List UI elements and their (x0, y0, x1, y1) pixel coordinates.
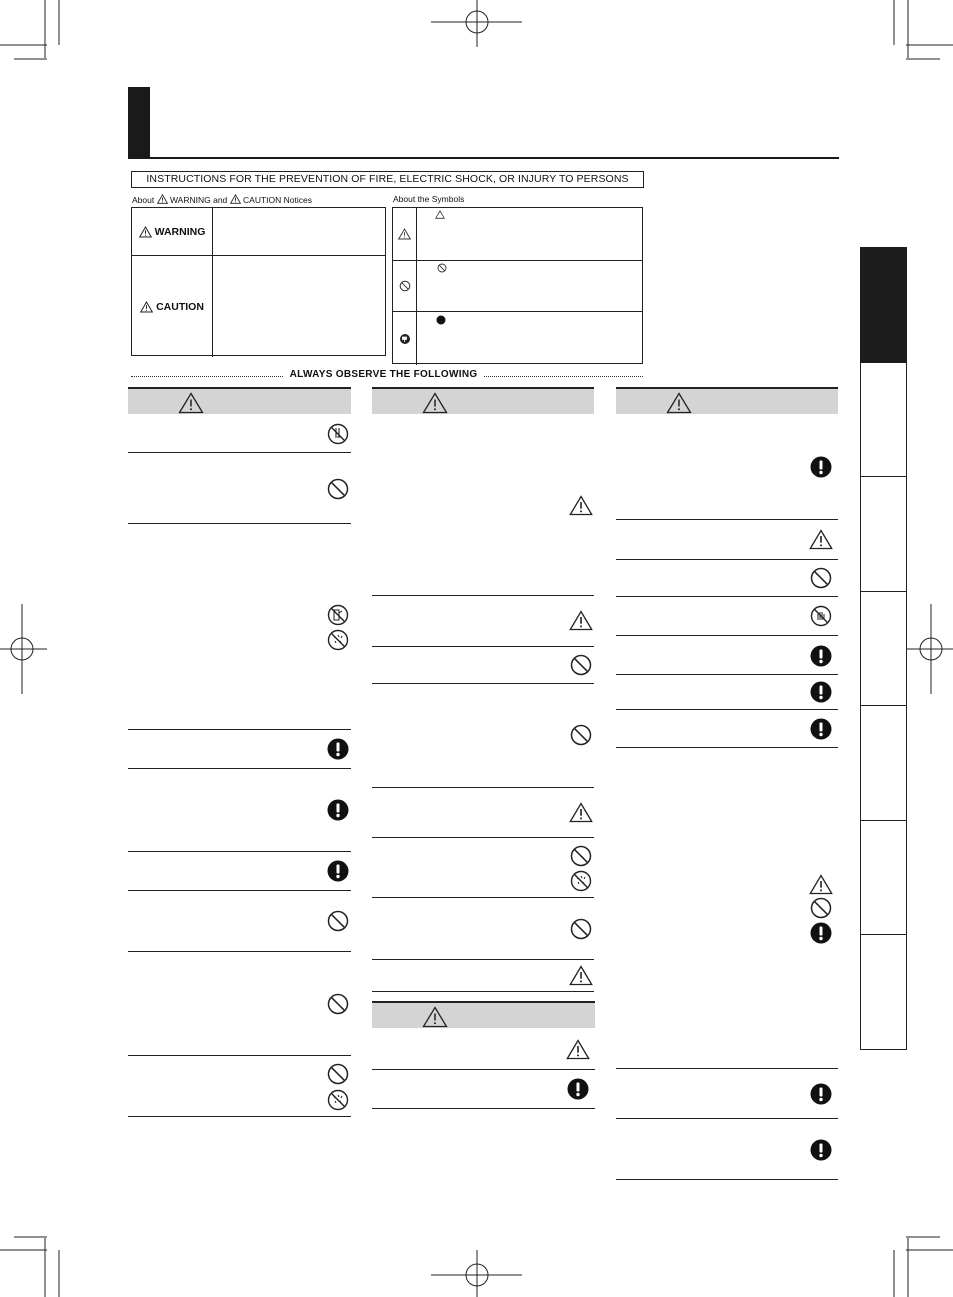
mandatory-action-icon (810, 718, 832, 740)
row-divider (372, 787, 594, 788)
prohibition-icon (810, 897, 832, 919)
prohibition-icon (327, 1063, 349, 1085)
prohibition-icon (570, 654, 592, 676)
do-not-disassemble-icon (327, 423, 349, 445)
prohibition-icon (570, 724, 592, 746)
row-divider (372, 1108, 595, 1109)
row-divider (616, 747, 838, 748)
do-not-modify-icon (327, 604, 349, 626)
column-3-warning-header (616, 387, 838, 414)
warning-triangle-icon (566, 1039, 590, 1060)
row-divider (372, 959, 594, 960)
row-divider (128, 1055, 351, 1056)
mandatory-action-icon (327, 860, 349, 882)
prohibition-icon (327, 993, 349, 1015)
prohibition-icon (810, 567, 832, 589)
tab-divider (860, 476, 907, 477)
warning-triangle-icon (569, 965, 593, 986)
caution-row (132, 256, 385, 357)
tab-divider (860, 934, 907, 935)
section-index-tabs (860, 247, 907, 1050)
safety-banner: INSTRUCTIONS FOR THE PREVENTION OF FIRE, ELECTRIC SHOCK, OR INJURY TO PERSONS (131, 171, 644, 188)
mandatory-action-icon (810, 681, 832, 703)
row-divider (372, 837, 594, 838)
tab-divider (860, 591, 907, 592)
warning-triangle-icon (666, 392, 692, 414)
filled-circle-icon (436, 315, 446, 325)
warning-triangle-icon (157, 194, 168, 204)
column-1-warning-header (128, 387, 351, 414)
do-not-touch-icon (810, 605, 832, 627)
row-divider (128, 768, 351, 769)
prohibition-icon (437, 263, 447, 273)
title-rule (128, 157, 839, 159)
mandatory-action-icon (810, 456, 832, 478)
always-observe-label: ALWAYS OBSERVE THE FOLLOWING (289, 369, 478, 380)
row-divider (616, 1118, 838, 1119)
warning-triangle-icon (398, 228, 411, 240)
row-divider (616, 519, 838, 520)
active-section-tab (860, 247, 907, 363)
row-divider (616, 709, 838, 710)
notices-caption: About WARNING and CAUTION Notices (132, 195, 312, 205)
warning-triangle-icon (569, 495, 593, 516)
no-water-icon (327, 629, 349, 651)
warning-triangle-icon (140, 301, 153, 313)
mandatory-action-icon (810, 1139, 832, 1161)
row-divider (128, 951, 351, 952)
row-divider (616, 1179, 838, 1180)
row-divider (372, 991, 594, 992)
mandatory-action-icon (567, 1078, 589, 1100)
row-divider (372, 897, 594, 898)
warning-row (132, 208, 385, 256)
mandatory-action-icon (810, 645, 832, 667)
prohibition-icon (399, 280, 411, 292)
row-divider (128, 729, 351, 730)
prohibition-icon (327, 478, 349, 500)
warning-triangle-icon (139, 226, 152, 238)
symbol-row-mandatory (393, 312, 642, 365)
warning-triangle-icon (809, 874, 833, 895)
warning-triangle-icon (809, 529, 833, 550)
symbols-caption: About the Symbols (393, 194, 465, 204)
column-2-warning-header (372, 387, 594, 414)
row-divider (128, 523, 351, 524)
row-divider (128, 890, 351, 891)
tab-divider (860, 820, 907, 821)
warning-triangle-icon (178, 392, 204, 414)
warning-triangle-icon (569, 610, 593, 631)
row-divider (616, 674, 838, 675)
prohibition-icon (570, 918, 592, 940)
warning-triangle-icon (422, 392, 448, 414)
title-block (128, 87, 150, 158)
symbols-table (392, 207, 643, 364)
warning-label: WARNING (132, 208, 213, 255)
mandatory-action-icon (810, 1083, 832, 1105)
column-2-caution-header (372, 1001, 595, 1028)
row-divider (128, 452, 351, 453)
row-divider (372, 595, 594, 596)
row-divider (616, 559, 838, 560)
tab-divider (860, 705, 907, 706)
row-divider (616, 1068, 838, 1069)
always-observe-divider (131, 369, 643, 383)
prohibition-icon (327, 910, 349, 932)
symbol-row-warning (393, 208, 642, 261)
unplug-icon (399, 333, 411, 345)
caution-label: CAUTION (132, 256, 213, 357)
row-divider (372, 646, 594, 647)
mandatory-action-icon (327, 799, 349, 821)
warning-triangle-icon (422, 1006, 448, 1028)
row-divider (616, 635, 838, 636)
row-divider (372, 1069, 595, 1070)
row-divider (128, 1116, 351, 1117)
no-water-icon (570, 870, 592, 892)
warning-triangle-icon (230, 194, 241, 204)
row-divider (372, 683, 594, 684)
mandatory-action-icon (327, 738, 349, 760)
row-divider (616, 596, 838, 597)
small-triangle-icon (435, 210, 445, 219)
no-water-icon (327, 1089, 349, 1111)
prohibition-icon (570, 845, 592, 867)
mandatory-action-icon (810, 922, 832, 944)
symbol-row-prohibition (393, 261, 642, 312)
notices-table (131, 207, 386, 356)
row-divider (128, 851, 351, 852)
warning-triangle-icon (569, 802, 593, 823)
